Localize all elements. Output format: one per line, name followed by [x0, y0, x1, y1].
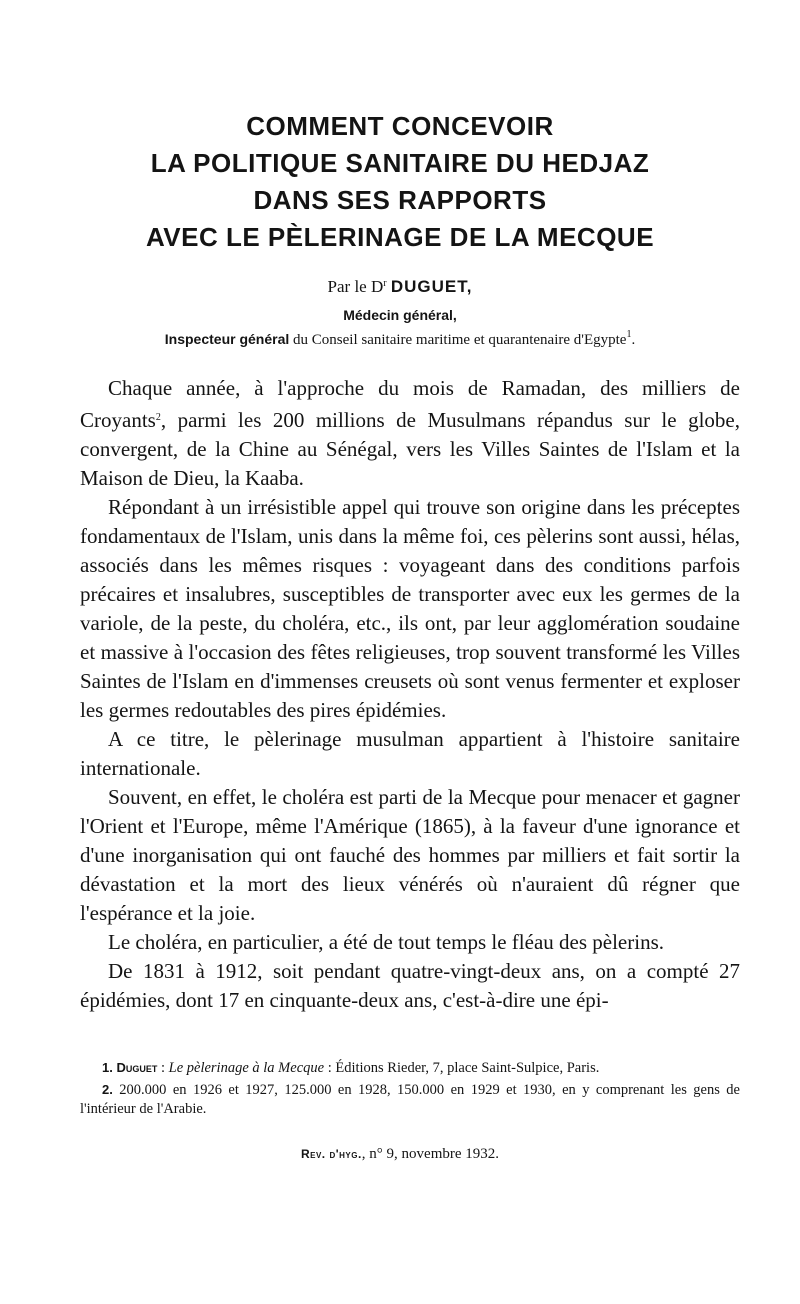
paragraph-1 — [80, 374, 740, 493]
author-position-strong: Inspecteur général — [164, 331, 290, 347]
footnote-2-text: 200.000 en 1926 et 1927, 125.000 en 1928, 150.000 en 1929 et 1930, en y comprenant les gens de l'intérieur de l'Arabie. — [80, 1082, 740, 1117]
title-line-1: COMMENT CONCEVOIR — [246, 111, 554, 141]
running-footer — [0, 1144, 800, 1164]
author-name: DUGUET, — [390, 277, 473, 296]
paragraph-3: A ce titre, le pèlerinage musulman appartient à l'histoire sanitaire internationale. — [80, 727, 740, 780]
footnote-2-number: 2. — [102, 1082, 113, 1097]
footnote-ref-2: 2 — [155, 412, 161, 423]
byline — [0, 272, 800, 299]
title-line-4: AVEC LE PÈLERINAGE DE LA MECQUE — [145, 222, 655, 252]
byline-superscript: r — [383, 278, 387, 289]
paragraph-1-before: Chaque année, à l'approche du mois de Ramadan, des milliers de Croyants — [80, 376, 740, 432]
author-block — [0, 272, 800, 350]
title-line-2: LA POLITIQUE SANITAIRE DU HEDJAZ — [150, 148, 650, 178]
author-position — [0, 325, 800, 350]
footnote-1 — [80, 1058, 740, 1078]
article-body — [80, 374, 740, 1015]
paragraph-1-after: , parmi les 200 millions de Musulmans répandus sur le globe, convergent, de la Chine au Sénégal, vers les Villes Saintes de l'Islam et la Maison de Dieu, la Kaaba. — [80, 408, 740, 490]
footnote-1-author: Duguet — [116, 1060, 158, 1075]
footnote-1-rest: : Éditions Rieder, 7, place Saint-Sulpice, Paris. — [324, 1060, 600, 1076]
article-title — [0, 108, 800, 256]
paragraph-4: Souvent, en effet, le choléra est parti de la Mecque pour menacer et gagner l'Orient et l'Europe, même l'Amérique (1865), à la faveur d'une ignorance et d'une inorganisation qui ont fauché des hommes par milliers et fait sortir la dévastation et la mort des lieux vénérés où n'auraient dû régner que l'espérance et la joie. — [80, 785, 740, 925]
footnote-1-title: Le pèlerinage à la Mecque — [168, 1060, 325, 1076]
author-role: Médecin général, — [343, 307, 457, 323]
footnote-1-sep: : — [157, 1060, 169, 1076]
footnote-1-number: 1. — [102, 1060, 113, 1075]
footnotes — [80, 1058, 740, 1121]
journal-abbrev: Rev. d'hyg. — [300, 1147, 362, 1161]
title-line-3: DANS SES RAPPORTS — [253, 185, 547, 215]
paragraph-5: Le choléra, en particulier, a été de tout temps le fléau des pèlerins. — [108, 930, 664, 954]
byline-prefix: Par le D — [327, 277, 384, 296]
footnote-2 — [80, 1080, 740, 1119]
author-position-end: . — [631, 332, 636, 348]
journal-issue: , n° 9, novembre 1932. — [361, 1146, 500, 1162]
author-position-rest: du Conseil sanitaire maritime et quarantenaire d'Egypte — [293, 332, 627, 348]
paragraph-6: De 1831 à 1912, soit pendant quatre-vingt-deux ans, on a compté 27 épidémies, dont 17 en cinquante-deux ans, c'est-à-dire une épi- — [80, 959, 740, 1012]
paragraph-2: Répondant à un irrésistible appel qui trouve son origine dans les préceptes fondamentaux de l'Islam, unis dans la même foi, ces pèlerins sont aussi, hélas, associés dans les mêmes risques : voyageant dans des conditions parfois précaires et insalubres, susceptibles de transporter avec eux les germes de la variole, de la peste, du choléra, etc., ils ont, par leur agglomération soudaine et massive à l'occasion des fêtes religieuses, trop souvent transformé les Villes Saintes de l'Islam en d'immenses creusets où sont venus fermenter et exploser les germes redoutables des pires épidémies. — [80, 495, 740, 722]
footnote-ref-1: 1 — [626, 329, 632, 340]
